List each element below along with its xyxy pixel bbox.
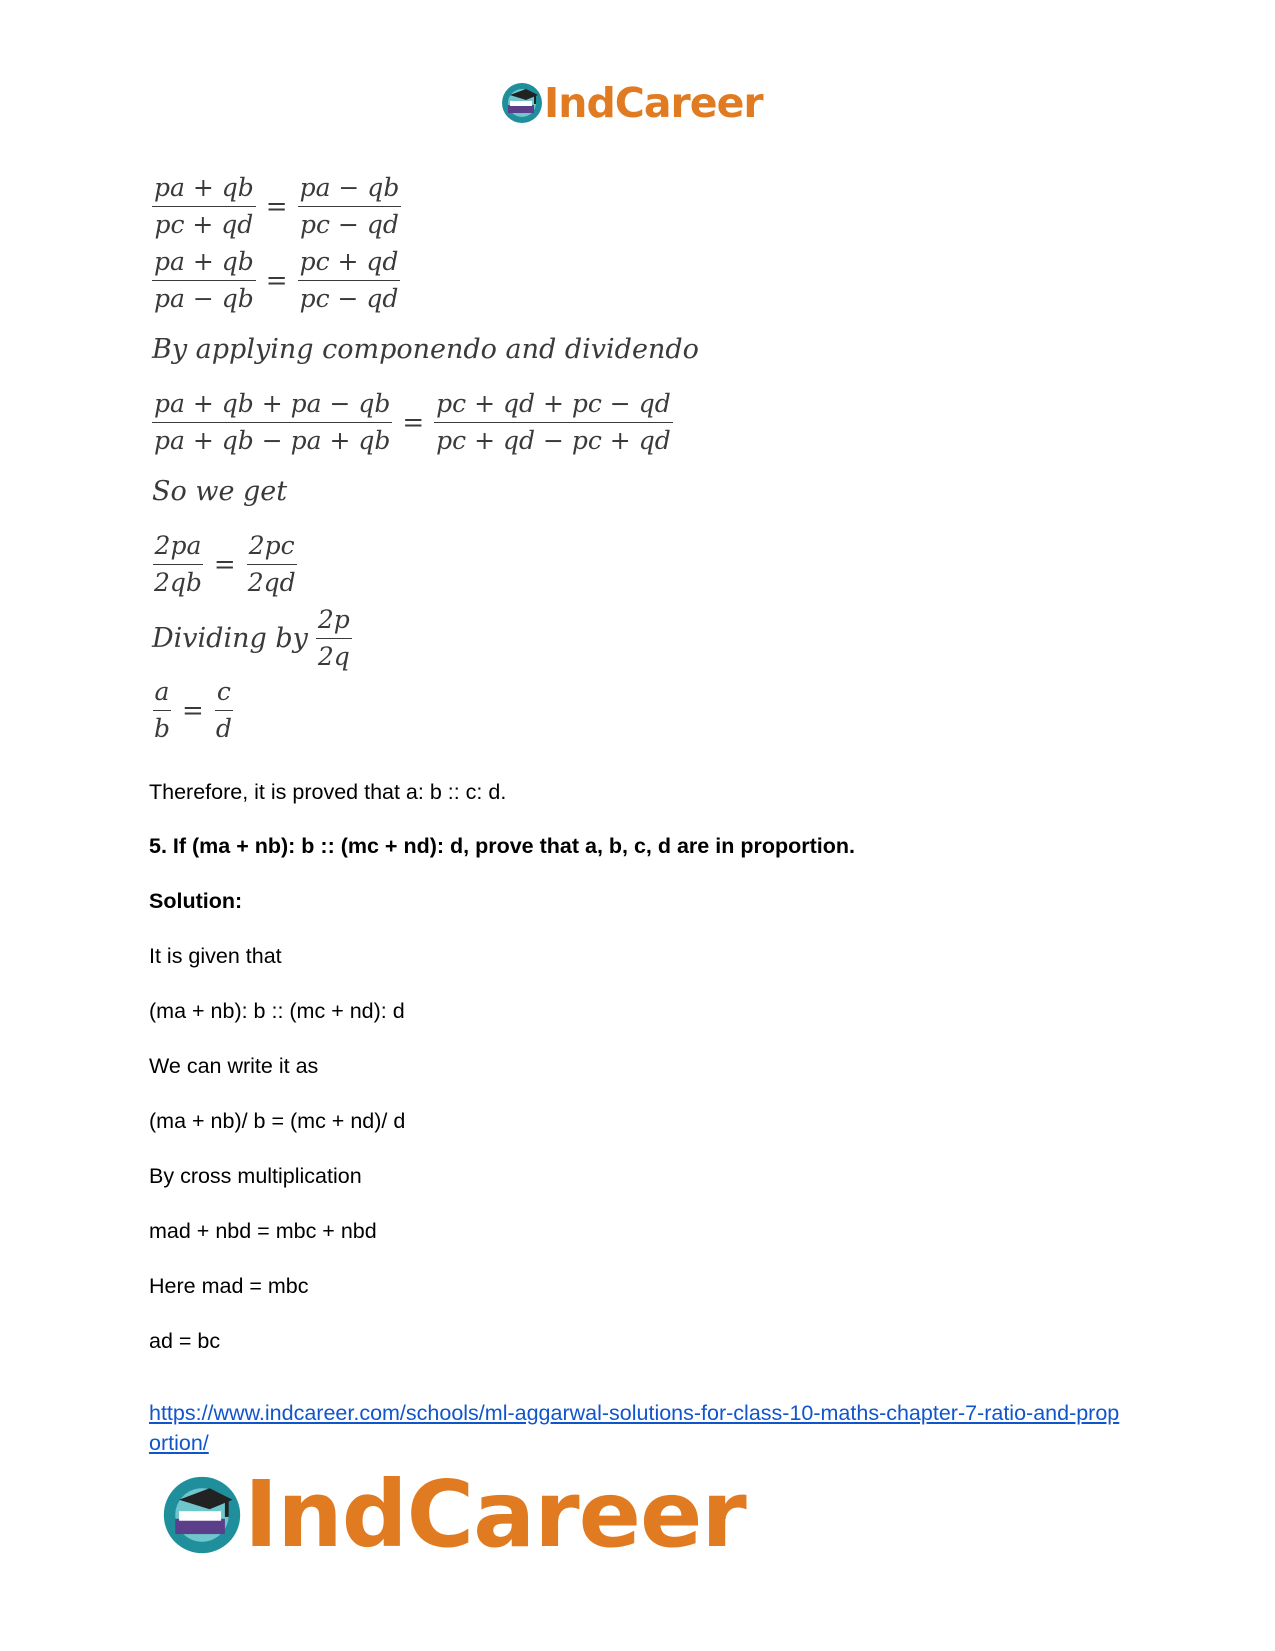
equation-1 xyxy=(152,172,401,241)
math-text-dividing-by: Dividing by xyxy=(152,623,308,654)
footer-logo xyxy=(160,1461,746,1568)
question-heading: 5. If (ma + nb): b :: (mc + nd): d, prove that a, b, c, d are in proportion. xyxy=(149,834,855,858)
logo-wordmark: IndCareer xyxy=(244,1461,746,1568)
body-line: (ma + nb): b :: (mc + nd): d xyxy=(149,999,405,1023)
body-line: Here mad = mbc xyxy=(149,1274,309,1298)
body-line: (ma + nb)/ b = (mc + nd)/ d xyxy=(149,1109,406,1133)
fraction: $\frac{pc + qd}{pc - qd}$ xyxy=(299,247,399,313)
body-line: ad = bc xyxy=(149,1329,221,1353)
solution-label: Solution: xyxy=(149,889,243,913)
fraction: $\frac{2p}{2q}$ xyxy=(317,605,350,671)
fraction: $\frac{a}{b}$ xyxy=(154,677,171,743)
equation-3 xyxy=(152,388,673,457)
math-text-so-we-get: So we get xyxy=(152,476,288,507)
fraction: $\frac{2pc}{2qd}$ xyxy=(247,531,296,597)
source-url-link[interactable]: https://www.indcareer.com/schools/ml-aggarwal-solutions-for-class-10-maths-chapter-7-ratio-and-proportion/ xyxy=(149,1401,1120,1455)
body-line: It is given that xyxy=(149,944,282,968)
equals-sign: = xyxy=(213,549,236,580)
body-line: mad + nbd = mbc + nbd xyxy=(149,1219,377,1243)
header-logo xyxy=(500,78,763,128)
fraction: $\frac{2pa}{2qb}$ xyxy=(154,531,202,597)
equals-sign: = xyxy=(265,191,288,222)
body-line: By cross multiplication xyxy=(149,1164,362,1188)
logo-wordmark: IndCareer xyxy=(544,79,763,127)
fraction: $\frac{pc + qd + pc - qd}{pc + qd - pc + qd}$ xyxy=(436,389,671,455)
math-text-componendo: By applying componendo and dividendo xyxy=(152,334,699,365)
fraction: $\frac{pa + qb + pa - qb}{pa + qb - pa + qb}$ xyxy=(154,389,391,455)
fraction: $\frac{pa + qb}{pa - qb}$ xyxy=(154,247,254,313)
body-line: Therefore, it is proved that a: b :: c: d. xyxy=(149,780,507,804)
equals-sign: = xyxy=(402,407,425,438)
equation-5 xyxy=(152,604,352,673)
body-line: We can write it as xyxy=(149,1054,319,1078)
graduation-cap-book-icon xyxy=(160,1473,244,1557)
equation-6 xyxy=(152,676,234,745)
fraction: $\frac{pa + qb}{pc + qd}$ xyxy=(154,173,254,239)
equation-4 xyxy=(152,530,298,599)
equals-sign: = xyxy=(265,265,288,296)
equals-sign: = xyxy=(182,695,204,726)
fraction: $\frac{c}{d}$ xyxy=(215,677,232,743)
fraction: $\frac{pa - qb}{pc - qd}$ xyxy=(299,173,400,239)
graduation-cap-book-icon xyxy=(500,81,544,125)
equation-2 xyxy=(152,246,400,315)
